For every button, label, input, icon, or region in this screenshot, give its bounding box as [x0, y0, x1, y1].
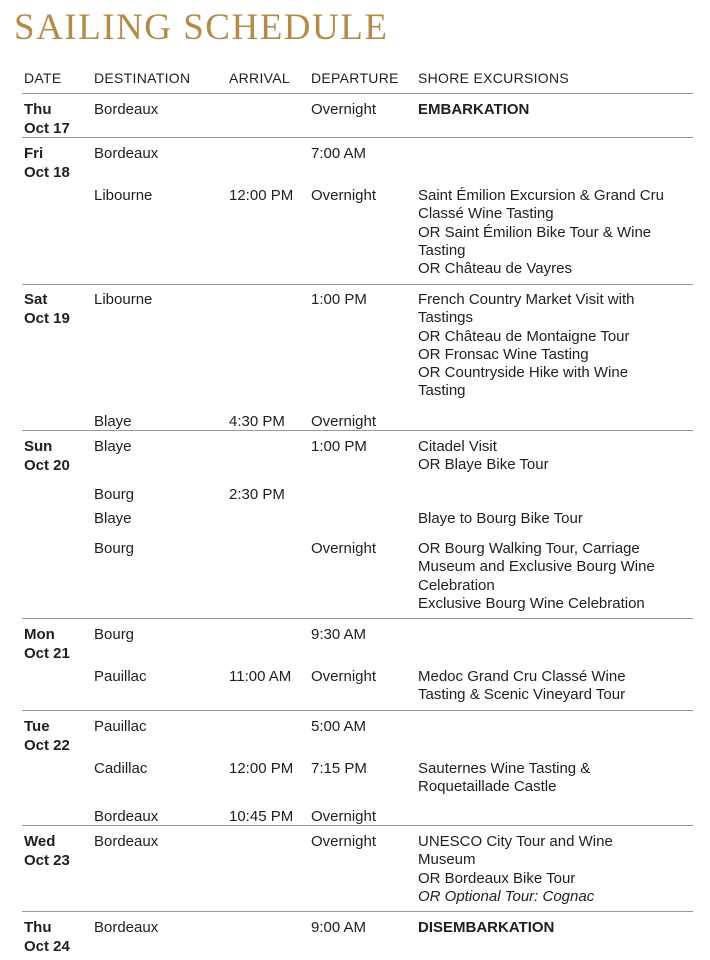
header-departure: DEPARTURE [311, 70, 399, 86]
departure-cell: Overnight [311, 808, 377, 825]
destination-cell: Pauillac [94, 668, 147, 685]
weekday: Sat [24, 291, 48, 308]
calendar-date: Oct 21 [24, 644, 70, 662]
arrival-cell: 4:30 PM [229, 413, 285, 430]
header-date: DATE [24, 70, 62, 86]
calendar-date: Oct 20 [24, 456, 70, 474]
calendar-date: Oct 18 [24, 163, 70, 181]
excursion-cell [418, 833, 613, 906]
calendar-date: Oct 19 [24, 309, 70, 327]
departure-cell: Overnight [311, 187, 377, 204]
destination-cell: Blaye [94, 413, 132, 430]
departure-cell: Overnight [311, 101, 377, 118]
row-divider [22, 618, 693, 619]
destination-cell: Blaye [94, 438, 132, 455]
arrival-cell: 12:00 PM [229, 760, 294, 777]
excursion-line: Blaye to Bourg Bike Tour [418, 510, 583, 527]
excursion-line: OR Château de Vayres [418, 260, 572, 278]
row-divider [22, 93, 693, 94]
destination-cell: Bourg [94, 540, 135, 557]
excursion-line: OR Countryside Hike with Wine [418, 364, 629, 382]
excursion-line: Sauternes Wine Tasting & [418, 760, 591, 777]
calendar-date: Oct 17 [24, 119, 70, 137]
excursion-line: OR Château de Montaigne Tour [418, 327, 630, 345]
departure-cell: Overnight [311, 668, 377, 685]
calendar-date: Oct 23 [24, 851, 70, 869]
destination-cell: Libourne [94, 187, 153, 204]
arrival-cell: 11:00 AM [229, 668, 292, 685]
destination-cell: Bordeaux [94, 808, 159, 825]
row-divider [22, 137, 693, 138]
excursion-line: OR Bordeaux Bike Tour [418, 869, 576, 887]
departure-cell: Overnight [311, 833, 377, 850]
date-cell [24, 291, 70, 328]
weekday: Thu [24, 919, 52, 936]
departure-cell: 9:00 AM [311, 919, 367, 936]
destination-cell: Bordeaux [94, 145, 159, 162]
excursion-line: OR Bourg Walking Tour, Carriage [418, 540, 640, 557]
excursion-line: OR Blaye Bike Tour [418, 456, 549, 474]
row-divider [22, 710, 693, 711]
excursion-line: Tasting [418, 382, 466, 400]
excursion-cell [418, 760, 590, 797]
departure-cell: Overnight [311, 540, 377, 557]
header-arrival: ARRIVAL [229, 70, 290, 86]
excursion-cell [418, 540, 655, 613]
weekday: Sun [24, 438, 53, 455]
weekday: Wed [24, 833, 56, 850]
weekday: Tue [24, 718, 50, 735]
destination-cell: Blaye [94, 510, 132, 527]
excursion-line: OR Fronsac Wine Tasting [418, 345, 589, 363]
excursion-line: Saint Émilion Excursion & Grand Cru [418, 187, 664, 204]
destination-cell: Libourne [94, 291, 153, 308]
departure-cell: 7:15 PM [311, 760, 367, 777]
page-title: SAILING SCHEDULE [14, 7, 389, 48]
excursion-line: Citadel Visit [418, 438, 497, 455]
departure-cell: Overnight [311, 413, 377, 430]
row-divider [22, 911, 693, 912]
date-cell [24, 145, 70, 182]
excursion-line: DISEMBARKATION [418, 919, 555, 936]
arrival-cell: 12:00 PM [229, 187, 294, 204]
departure-cell: 1:00 PM [311, 438, 367, 455]
date-cell [24, 919, 70, 956]
weekday: Fri [24, 145, 44, 162]
destination-cell: Cadillac [94, 760, 148, 777]
destination-cell: Pauillac [94, 718, 147, 735]
excursion-cell [418, 187, 664, 278]
excursion-line: Tasting [418, 241, 466, 259]
excursion-line: OR Saint Émilion Bike Tour & Wine [418, 223, 652, 241]
excursion-line: UNESCO City Tour and Wine [418, 833, 613, 850]
excursion-line: French Country Market Visit with [418, 291, 635, 308]
destination-cell: Bordeaux [94, 833, 159, 850]
excursion-line: Tastings [418, 309, 474, 327]
excursion-cell [418, 438, 549, 475]
weekday: Thu [24, 101, 52, 118]
excursion-line: Roquetaillade Castle [418, 778, 557, 796]
calendar-date: Oct 22 [24, 736, 70, 754]
header-shore-excursions: SHORE EXCURSIONS [418, 70, 570, 86]
destination-cell: Bourg [94, 626, 135, 643]
calendar-date: Oct 24 [24, 937, 70, 955]
excursion-cell [418, 668, 626, 705]
arrival-cell: 2:30 PM [229, 486, 285, 503]
arrival-cell: 10:45 PM [229, 808, 294, 825]
excursion-line: Museum [418, 851, 476, 869]
departure-cell: 5:00 AM [311, 718, 367, 735]
destination-cell: Bordeaux [94, 101, 159, 118]
date-cell [24, 101, 70, 138]
excursion-line: Museum and Exclusive Bourg Wine [418, 558, 655, 576]
excursion-cell [418, 101, 529, 119]
excursion-line: Exclusive Bourg Wine Celebration [418, 594, 645, 612]
excursion-line: OR Optional Tour: Cognac [418, 887, 595, 905]
departure-cell: 1:00 PM [311, 291, 367, 308]
excursion-line: Celebration [418, 576, 495, 594]
excursion-line: EMBARKATION [418, 101, 530, 118]
date-cell [24, 626, 70, 663]
date-cell [24, 438, 70, 475]
date-cell [24, 718, 70, 755]
weekday: Mon [24, 626, 55, 643]
date-cell [24, 833, 70, 870]
excursion-cell [418, 510, 583, 528]
excursion-line: Tasting & Scenic Vineyard Tour [418, 686, 626, 704]
excursion-line: Medoc Grand Cru Classé Wine [418, 668, 626, 685]
excursion-cell [418, 919, 554, 937]
destination-cell: Bourg [94, 486, 135, 503]
destination-cell: Bordeaux [94, 919, 159, 936]
departure-cell: 7:00 AM [311, 145, 367, 162]
excursion-cell [418, 291, 634, 401]
excursion-line: Classé Wine Tasting [418, 205, 554, 223]
header-destination: DESTINATION [94, 70, 191, 86]
row-divider [22, 284, 693, 285]
departure-cell: 9:30 AM [311, 626, 367, 643]
